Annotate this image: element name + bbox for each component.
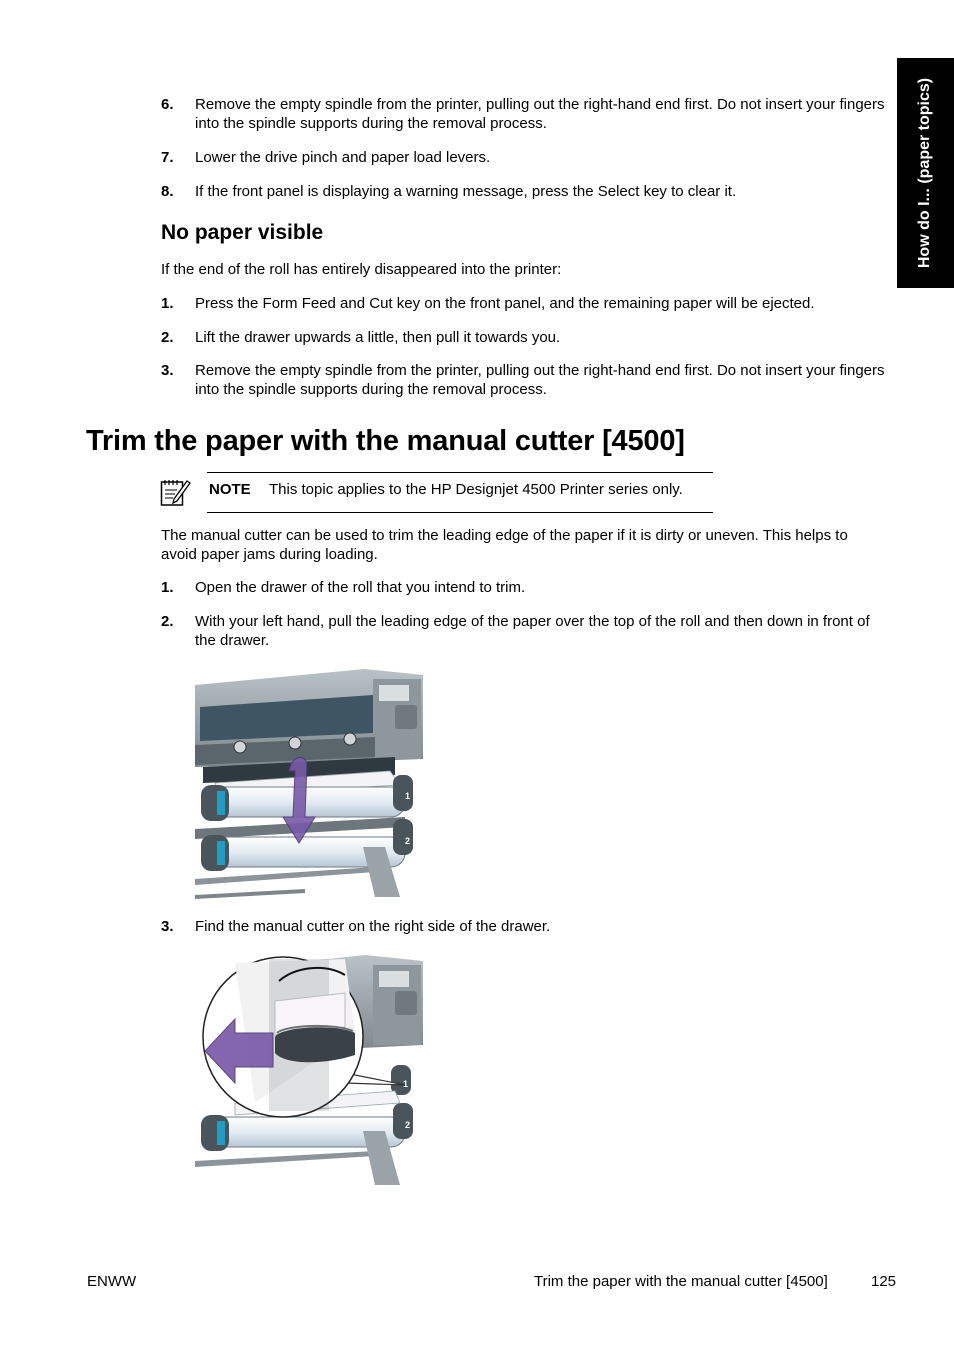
note-label: NOTE [209,481,251,498]
manual-cutter-illustration [195,953,425,1185]
note-pad-icon [160,477,192,507]
step-text: Open the drawer of the roll that you intend to trim. [195,579,526,596]
svg-text:1: 1 [403,1079,409,1089]
step-number: 1. [161,295,174,312]
step-text: Find the manual cutter on the right side of the drawer. [195,918,551,935]
page-number: 125 [871,1273,897,1290]
note-bottom-rule [207,512,713,513]
step-text: Press the Form Feed and Cut key on the front panel, and the remaining paper will be ejected. [195,295,815,312]
section-heading: No paper visible [161,221,324,244]
step-number: 3. [161,362,174,379]
step-text: Lower the drive pinch and paper load levers. [195,149,491,166]
step-text: Remove the empty spindle from the printer, pulling out the right-hand end first. Do not insert your fingers into the spindle supports during the removal process. [195,96,885,132]
note-top-rule [207,472,713,473]
step-number: 3. [161,918,174,935]
step-text: With your left hand, pull the leading edge of the paper over the top of the roll and then down in front of the drawer. [195,613,870,649]
step-number: 2. [161,613,174,630]
roll-1-label: 1 [405,791,411,801]
step-number: 1. [161,579,174,596]
note-text: This topic applies to the HP Designjet 4500 Printer series only. [269,481,683,498]
step-text: Remove the empty spindle from the printer, pulling out the right-hand end first. Do not insert your fingers into the spindle supports during the removal process. [195,362,885,398]
page-title: Trim the paper with the manual cutter [4500] [86,425,685,457]
step-number: 8. [161,183,174,200]
side-tab-label: How do I... (paper topics) [916,77,933,269]
step-text: Lift the drawer upwards a little, then pull it towards you. [195,329,561,346]
roll-2-label: 2 [405,836,411,846]
step-text: If the front panel is displaying a warning message, press the Select key to clear it. [195,183,737,200]
printer-pull-paper-illustration [195,667,425,899]
step-number: 7. [161,149,174,166]
step-number: 6. [161,96,174,113]
footer-left: ENWW [87,1273,137,1290]
trim-intro: The manual cutter can be used to trim the leading edge of the paper if it is dirty or uneven. This helps to avoid paper jams during loading. [161,527,848,563]
footer-title: Trim the paper with the manual cutter [4500] [534,1273,828,1290]
section-intro: If the end of the roll has entirely disappeared into the printer: [161,261,562,278]
section-side-tab [897,58,954,288]
svg-text:2: 2 [405,1120,411,1130]
step-number: 2. [161,329,174,346]
